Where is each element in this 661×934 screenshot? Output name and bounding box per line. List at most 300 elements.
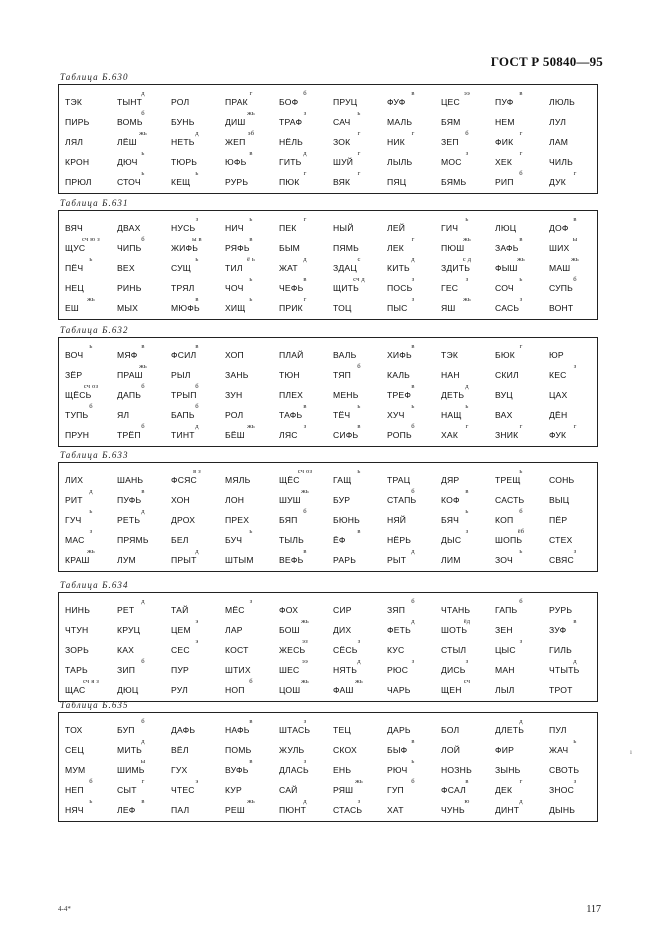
phonetic-annotation: з xyxy=(465,528,469,535)
phonetic-annotation: б xyxy=(195,383,199,390)
table-label: Таблица Б.634 xyxy=(60,580,129,590)
table-cell xyxy=(171,468,223,485)
word-text: РИНЬ xyxy=(117,283,142,293)
table-cell xyxy=(117,90,169,107)
word-text: НЁЛЬ xyxy=(279,137,304,147)
phonetic-annotation: з xyxy=(465,276,469,283)
phonetic-annotation: э xyxy=(195,778,199,785)
word-text: ТАРЬ xyxy=(65,665,88,675)
word-text: ШТЫМ xyxy=(225,555,254,565)
word-text: КРОН xyxy=(65,157,90,167)
phonetic-annotation: з xyxy=(519,296,523,303)
word-text: ТЫНТ xyxy=(117,97,143,107)
phonetic-annotation: жь xyxy=(301,488,309,495)
phonetic-annotation: в xyxy=(195,296,199,303)
word-text: ПРЕХ xyxy=(225,515,250,525)
phonetic-annotation: д xyxy=(141,90,145,97)
phonetic-annotation: жь xyxy=(355,778,363,785)
table-cell xyxy=(117,343,169,360)
phonetic-annotation: ё ь xyxy=(246,256,256,263)
phonetic-annotation: сч ю з xyxy=(82,236,100,243)
table-cell xyxy=(171,117,223,127)
word-text: ЦЕС xyxy=(441,97,460,107)
phonetic-annotation: д xyxy=(89,488,93,495)
word-text: НЕП xyxy=(65,785,84,795)
word-text: ТИНТ xyxy=(171,430,195,440)
word-text: СТАПЬ xyxy=(387,495,417,505)
table-cell xyxy=(495,665,547,675)
phonetic-annotation: в xyxy=(141,488,145,495)
table-cell xyxy=(333,555,385,565)
phonetic-annotation: ь xyxy=(195,256,199,263)
table-cell xyxy=(225,350,277,360)
word-text: ДИШ xyxy=(225,117,246,127)
word-text: РЕТЬ xyxy=(117,515,141,525)
word-text: ХАТ xyxy=(387,805,404,815)
phonetic-annotation: ь xyxy=(357,403,361,410)
word-text: ЖАЧ xyxy=(549,745,569,755)
table-cell xyxy=(279,90,331,107)
table-cell xyxy=(387,658,439,675)
table-cell xyxy=(441,216,493,233)
phonetic-annotation: з xyxy=(303,758,307,765)
table-cell xyxy=(549,475,601,485)
table-cell xyxy=(171,383,223,400)
word-text: БЕЛ xyxy=(171,535,189,545)
table-cell xyxy=(441,745,493,755)
phonetic-annotation: з xyxy=(411,658,415,665)
word-text: ГИЧ xyxy=(441,223,459,233)
word-text: РОЛ xyxy=(225,410,244,420)
phonetic-annotation: ю xyxy=(464,798,470,805)
table-cell xyxy=(171,403,223,420)
word-text: ЛЁШ xyxy=(117,137,137,147)
table-cell xyxy=(171,236,223,253)
phonetic-annotation: ь xyxy=(89,508,93,515)
word-text: ТЭК xyxy=(65,97,83,107)
word-text: ЗОК xyxy=(333,137,351,147)
table-row xyxy=(59,548,597,577)
table-cell xyxy=(65,296,117,313)
word-text: ЯЛ xyxy=(117,410,130,420)
table-cell xyxy=(441,150,493,167)
table-cell xyxy=(117,423,169,440)
word-text: МЯЛЬ xyxy=(225,475,251,485)
standard-header: ГОСТ Р 50840—95 xyxy=(490,54,603,69)
table-cell xyxy=(117,283,169,293)
word-text: ТРЁП xyxy=(117,430,141,440)
phonetic-annotation: д xyxy=(303,256,307,263)
phonetic-annotation: д xyxy=(519,718,523,725)
word-text: ГУП xyxy=(387,785,404,795)
phonetic-annotation: в xyxy=(249,718,253,725)
word-text: ДИХ xyxy=(333,625,352,635)
table-cell xyxy=(441,555,493,565)
word-text: ХИЩ xyxy=(225,303,246,313)
table-cell xyxy=(441,256,493,273)
phonetic-annotation: г xyxy=(519,343,523,350)
word-text: БУНЬ xyxy=(171,117,195,127)
table-cell xyxy=(117,110,169,127)
table-cell xyxy=(549,170,601,187)
table-cell xyxy=(495,90,547,107)
table-cell xyxy=(65,528,117,545)
word-text: ЛУЛ xyxy=(549,117,567,127)
table-cell xyxy=(65,678,117,695)
phonetic-annotation: ээ xyxy=(464,90,470,97)
table-cell xyxy=(333,130,385,147)
table-cell xyxy=(549,350,601,360)
phonetic-annotation: г xyxy=(303,296,307,303)
word-text: СУПЬ xyxy=(549,283,573,293)
table-cell xyxy=(549,216,601,233)
word-text: ПЮК xyxy=(279,177,300,187)
word-text: ЛЯЛ xyxy=(65,137,84,147)
table-cell xyxy=(279,137,331,147)
phonetic-annotation: б xyxy=(519,170,523,177)
table-label: Таблица Б.632 xyxy=(60,325,129,335)
table-cell xyxy=(441,90,493,107)
table-cell xyxy=(495,765,547,775)
table-cell xyxy=(495,370,547,380)
phonetic-annotation: сч я з xyxy=(82,678,100,685)
word-text: ШАНЬ xyxy=(117,475,144,485)
word-text: ПУР xyxy=(171,665,189,675)
table-cell xyxy=(441,618,493,635)
table-cell xyxy=(441,528,493,545)
table-cell xyxy=(333,390,385,400)
table-cell xyxy=(117,555,169,565)
word-text: ДЕТЬ xyxy=(441,390,465,400)
phonetic-annotation: б xyxy=(303,508,307,515)
table-cell xyxy=(171,283,223,293)
table-cell xyxy=(441,177,493,187)
phonetic-annotation: ь xyxy=(573,738,577,745)
word-text: ГЕС xyxy=(441,283,459,293)
word-text: ДЛЕТЬ xyxy=(495,725,525,735)
table-cell xyxy=(387,685,439,695)
word-text: КРУЦ xyxy=(117,625,141,635)
word-text: ЧАРЬ xyxy=(387,685,411,695)
phonetic-annotation: с xyxy=(357,256,361,263)
word-text: ХАК xyxy=(441,430,459,440)
table-cell xyxy=(549,685,601,695)
word-text: ЕШ xyxy=(65,303,80,313)
word-text: РАРЬ xyxy=(333,555,357,565)
word-text: ДИНТ xyxy=(495,805,520,815)
word-text: ЕНЬ xyxy=(333,765,352,775)
table-cell xyxy=(549,765,601,775)
phonetic-annotation: в xyxy=(465,488,469,495)
word-text: КАЛЬ xyxy=(387,370,411,380)
phonetic-annotation: з xyxy=(411,296,415,303)
table-cell xyxy=(549,548,601,565)
phonetic-annotation: г xyxy=(411,236,415,243)
word-text: НЯТЬ xyxy=(333,665,358,675)
table-cell xyxy=(549,97,601,107)
phonetic-annotation: г xyxy=(303,170,307,177)
word-text: ВЯК xyxy=(333,177,351,187)
table-row xyxy=(59,423,597,452)
table-cell xyxy=(333,528,385,545)
word-text: ГУЧ xyxy=(65,515,82,525)
table-cell xyxy=(495,798,547,815)
phonetic-annotation: з xyxy=(573,363,577,370)
phonetic-annotation: з xyxy=(519,638,523,645)
word-text: МАС xyxy=(65,535,85,545)
word-text: ТЮН xyxy=(279,370,300,380)
table-cell xyxy=(441,350,493,360)
word-text: ЦЕМ xyxy=(171,625,191,635)
phonetic-annotation: ь xyxy=(249,528,253,535)
table-cell xyxy=(549,658,601,675)
table-cell xyxy=(549,515,601,525)
table-cell xyxy=(495,718,547,735)
word-text: ЗАФЬ xyxy=(495,243,519,253)
table-cell xyxy=(333,725,385,735)
phonetic-annotation: сч xyxy=(463,678,471,685)
phonetic-annotation: з xyxy=(303,110,307,117)
word-text: ЧИПЬ xyxy=(117,243,142,253)
phonetic-annotation: в xyxy=(519,236,523,243)
table-cell xyxy=(279,618,331,635)
table-cell xyxy=(387,738,439,755)
phonetic-annotation: в xyxy=(303,548,307,555)
phonetic-annotation: жь xyxy=(87,548,95,555)
word-text: СТЫЛ xyxy=(441,645,467,655)
word-text: ЖЕСЬ xyxy=(279,645,306,655)
word-text: ПУФЬ xyxy=(117,495,142,505)
word-text: ШЕС xyxy=(279,665,300,675)
word-text: ТРЕФ xyxy=(387,390,412,400)
phonetic-annotation: ь xyxy=(465,216,469,223)
word-text: ПЯМЬ xyxy=(333,243,359,253)
table-label: Таблица Б.631 xyxy=(60,198,129,208)
word-text: ТИЛ xyxy=(225,263,243,273)
word-text: ЩЕН xyxy=(441,685,462,695)
word-text: МАЛЬ xyxy=(387,117,413,127)
phonetic-annotation: б xyxy=(141,423,145,430)
table-cell xyxy=(279,216,331,233)
word-text: НИНЬ xyxy=(65,605,91,615)
word-text: ШТАСЬ xyxy=(279,725,311,735)
table-cell xyxy=(225,296,277,313)
word-text: РЮС xyxy=(387,665,409,675)
table-cell xyxy=(225,758,277,775)
table-cell xyxy=(65,778,117,795)
phonetic-annotation: г xyxy=(357,170,361,177)
word-text: ТЭК xyxy=(441,350,459,360)
table-cell xyxy=(279,638,331,655)
word-text: БЫФ xyxy=(387,745,408,755)
word-text: ПЛАЙ xyxy=(279,350,304,360)
table-cell xyxy=(495,625,547,635)
word-text: МЫХ xyxy=(117,303,139,313)
word-text: ФЕТЬ xyxy=(387,625,411,635)
table-cell xyxy=(495,685,547,695)
word-text: ВУЦ xyxy=(495,390,513,400)
word-text: ЮФЬ xyxy=(225,157,247,167)
word-text: ДЕК xyxy=(495,785,513,795)
word-text: ШУШ xyxy=(279,495,301,505)
word-text: СКОХ xyxy=(333,745,357,755)
table-cell xyxy=(495,423,547,440)
phonetic-annotation: г xyxy=(519,423,523,430)
phonetic-annotation: з xyxy=(249,598,253,605)
word-text: ЁФ xyxy=(333,535,346,545)
table-cell xyxy=(117,363,169,380)
word-text: РЯФЬ xyxy=(225,243,250,253)
phonetic-annotation: б xyxy=(141,718,145,725)
table-cell xyxy=(333,170,385,187)
table-cell xyxy=(171,130,223,147)
table-cell xyxy=(65,343,117,360)
phonetic-annotation: в xyxy=(411,738,415,745)
table-cell xyxy=(549,805,601,815)
table-cell xyxy=(225,90,277,107)
word-text: ДЫНЬ xyxy=(549,805,576,815)
word-table xyxy=(58,712,598,822)
word-text: МЁС xyxy=(225,605,245,615)
word-text: ПРИК xyxy=(279,303,303,313)
phonetic-annotation: ь xyxy=(141,150,145,157)
word-text: МАН xyxy=(495,665,515,675)
word-text: ВЕХ xyxy=(117,263,135,273)
phonetic-annotation: ь xyxy=(411,758,415,765)
table-cell xyxy=(387,403,439,420)
phonetic-annotation: б xyxy=(89,403,93,410)
word-text: ЛЕЙ xyxy=(387,223,406,233)
phonetic-annotation: д xyxy=(141,738,145,745)
table-cell xyxy=(65,383,117,400)
table-cell xyxy=(495,117,547,127)
word-text: СЕС xyxy=(171,645,190,655)
word-text: ДОФ xyxy=(549,223,569,233)
table-cell xyxy=(279,350,331,360)
word-text: ЛОН xyxy=(225,495,245,505)
word-text: НЯЧ xyxy=(65,805,84,815)
table-cell xyxy=(225,598,277,615)
phonetic-annotation: д xyxy=(465,383,469,390)
phonetic-annotation: г xyxy=(573,170,577,177)
word-text: ТЕЦ xyxy=(333,725,351,735)
word-text: МУМ xyxy=(65,765,86,775)
table-cell xyxy=(171,725,223,735)
phonetic-annotation: б xyxy=(519,598,523,605)
word-text: ЩЁС xyxy=(279,475,300,485)
table-cell xyxy=(171,296,223,313)
table-cell xyxy=(117,645,169,655)
table-label: Таблица Б.635 xyxy=(60,700,129,710)
phonetic-annotation: ь xyxy=(357,468,361,475)
phonetic-annotation: г xyxy=(303,216,307,223)
table-cell xyxy=(65,223,117,233)
table-cell xyxy=(117,383,169,400)
table-cell xyxy=(225,798,277,815)
word-text: ЩУС xyxy=(65,243,86,253)
table-cell xyxy=(225,410,277,420)
phonetic-annotation: б xyxy=(465,130,469,137)
phonetic-annotation: ь xyxy=(141,170,145,177)
table-cell xyxy=(117,263,169,273)
word-text: ЛЕК xyxy=(387,243,404,253)
table-row xyxy=(59,296,597,325)
table-cell xyxy=(65,645,117,655)
word-table xyxy=(58,592,598,702)
table-cell xyxy=(549,410,601,420)
word-text: ЧОЧ xyxy=(225,283,244,293)
table-cell xyxy=(333,256,385,273)
phonetic-annotation: в xyxy=(141,343,145,350)
word-text: КАХ xyxy=(117,645,135,655)
phonetic-annotation: ь xyxy=(465,403,469,410)
table-cell xyxy=(387,90,439,107)
table-cell xyxy=(333,638,385,655)
word-text: КОП xyxy=(495,515,514,525)
word-text: ЛЮЛЬ xyxy=(549,97,576,107)
table-cell xyxy=(225,110,277,127)
word-text: РИП xyxy=(495,177,514,187)
word-text: ДЯР xyxy=(441,475,460,485)
phonetic-annotation: в xyxy=(465,778,469,785)
table-cell xyxy=(387,296,439,313)
word-text: ТЮРЬ xyxy=(171,157,198,167)
word-text: ТРЯЛ xyxy=(171,283,195,293)
word-text: СКИЛ xyxy=(495,370,519,380)
phonetic-annotation: г xyxy=(519,150,523,157)
word-text: БЯМ xyxy=(441,117,461,127)
table-cell xyxy=(171,343,223,360)
phonetic-annotation: в xyxy=(411,90,415,97)
word-text: ТУПЬ xyxy=(65,410,89,420)
word-text: ЗУН xyxy=(225,390,243,400)
word-text: ПРУН xyxy=(65,430,90,440)
word-text: ПЕК xyxy=(279,223,297,233)
word-text: ГИЛЬ xyxy=(549,645,572,655)
word-text: СВЯС xyxy=(549,555,574,565)
phonetic-annotation: ь xyxy=(249,276,253,283)
table-cell xyxy=(279,423,331,440)
phonetic-annotation: д xyxy=(357,658,361,665)
table-cell xyxy=(387,805,439,815)
table-cell xyxy=(441,475,493,485)
word-text: ХОН xyxy=(171,495,190,505)
table-cell xyxy=(117,718,169,735)
table-cell xyxy=(441,130,493,147)
word-text: ЗИП xyxy=(117,665,136,675)
word-text: ВАХ xyxy=(495,410,513,420)
word-text: РУРЬ xyxy=(225,177,249,187)
table-cell xyxy=(117,410,169,420)
table-cell xyxy=(387,223,439,233)
phonetic-annotation: жь xyxy=(139,363,147,370)
table-cell xyxy=(225,678,277,695)
phonetic-annotation: с д xyxy=(462,256,472,263)
table-cell xyxy=(279,745,331,755)
word-text: ТОЦ xyxy=(333,303,352,313)
table-cell xyxy=(171,535,223,545)
table-cell xyxy=(225,390,277,400)
table-cell xyxy=(225,665,277,675)
word-text: САСЬ xyxy=(495,303,520,313)
word-text: БЮК xyxy=(495,350,515,360)
phonetic-annotation: б xyxy=(411,423,415,430)
word-text: ЩЁСЬ xyxy=(65,390,92,400)
word-text: ЧУНЬ xyxy=(441,805,465,815)
phonetic-annotation: сч оз xyxy=(83,383,99,390)
word-text: ДЮЧ xyxy=(117,157,138,167)
word-text: ЯШ xyxy=(441,303,456,313)
